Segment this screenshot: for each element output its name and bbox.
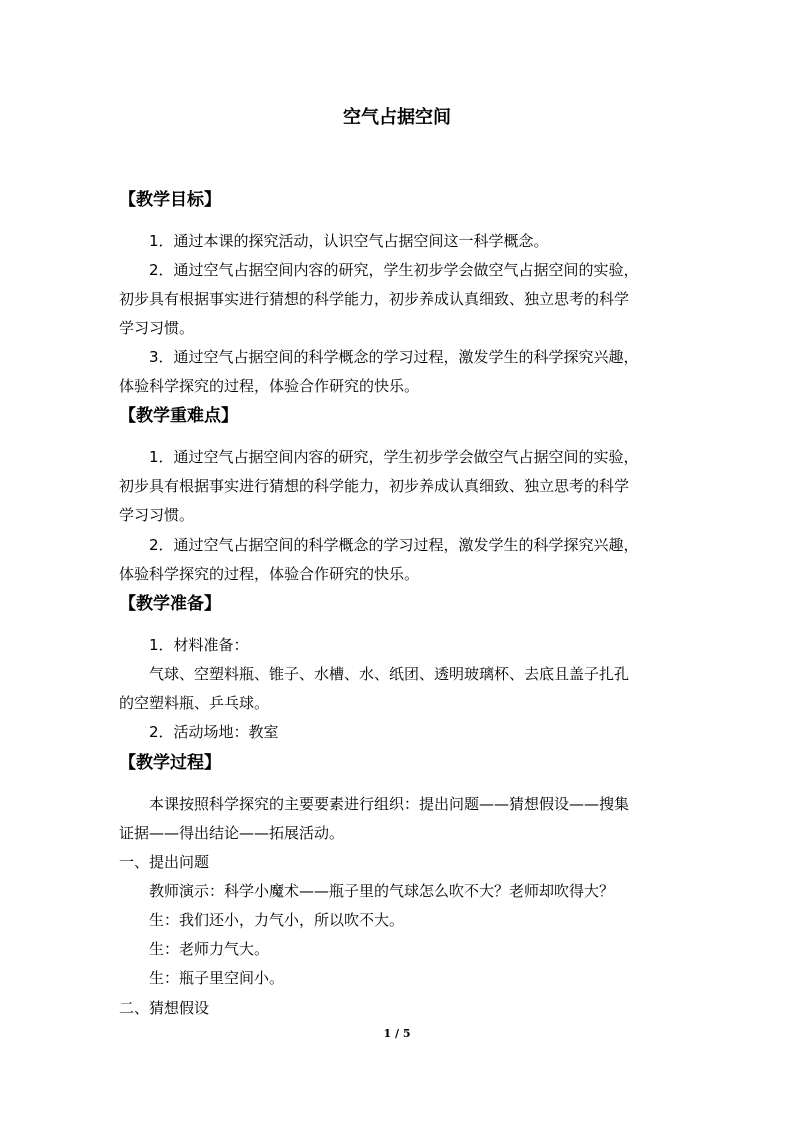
section-heading-preparation: 【教学准备】 <box>119 594 221 614</box>
paragraph-line: 3．通过空气占据空间的科学概念的学习过程，激发学生的科学探究兴趣， <box>149 348 639 366</box>
paragraph-line: 2．通过空气占据空间内容的研究，学生初步学会做空气占据空间的实验， <box>149 261 639 279</box>
paragraph-line: 教师演示：科学小魔术——瓶子里的气球怎么吹不大？老师却吹得大？ <box>149 882 615 900</box>
paragraph-line: 1．通过本课的探究活动，认识空气占据空间这一科学概念。 <box>149 232 549 250</box>
paragraph-line: 2．活动场地：教室 <box>149 723 279 741</box>
paragraph-line: 1．材料准备： <box>149 636 249 654</box>
paragraph-line: 初步具有根据事实进行猜想的科学能力，初步养成认真细致、独立思考的科学 <box>119 290 630 308</box>
paragraph-line: 学习习惯。 <box>119 319 195 337</box>
paragraph-line: 体验科学探究的过程，体验合作研究的快乐。 <box>119 565 420 583</box>
paragraph-line: 气球、空塑料瓶、锥子、水槽、水、纸团、透明玻璃杯、去底且盖子扎孔 <box>149 665 630 683</box>
paragraph-line: 生：老师力气大。 <box>149 940 270 958</box>
paragraph-line: 本课按照科学探究的主要要素进行组织：提出问题——猜想假设——搜集 <box>149 795 630 813</box>
paragraph-line: 证据——得出结论——拓展活动。 <box>119 824 345 842</box>
paragraph-line: 2．通过空气占据空间的科学概念的学习过程，激发学生的科学探究兴趣， <box>149 536 639 554</box>
paragraph-line: 生：瓶子里空间小。 <box>149 969 285 987</box>
subsection-heading: 二、猜想假设 <box>119 999 210 1017</box>
paragraph-line: 生：我们还小，力气小，所以吹不大。 <box>149 911 405 929</box>
page-number: 1 / 5 <box>383 1027 411 1040</box>
section-heading-key-points: 【教学重难点】 <box>119 406 238 426</box>
paragraph-line: 1．通过空气占据空间内容的研究，学生初步学会做空气占据空间的实验， <box>149 448 639 466</box>
subsection-heading: 一、提出问题 <box>119 853 210 871</box>
section-heading-objectives: 【教学目标】 <box>119 190 221 210</box>
paragraph-line: 的空塑料瓶、乒乓球。 <box>119 694 270 712</box>
document-title: 空气占据空间 <box>343 107 451 128</box>
paragraph-line: 初步具有根据事实进行猜想的科学能力，初步养成认真细致、独立思考的科学 <box>119 477 630 495</box>
paragraph-line: 学习习惯。 <box>119 506 195 524</box>
paragraph-line: 体验科学探究的过程，体验合作研究的快乐。 <box>119 377 420 395</box>
section-heading-process: 【教学过程】 <box>119 753 221 773</box>
